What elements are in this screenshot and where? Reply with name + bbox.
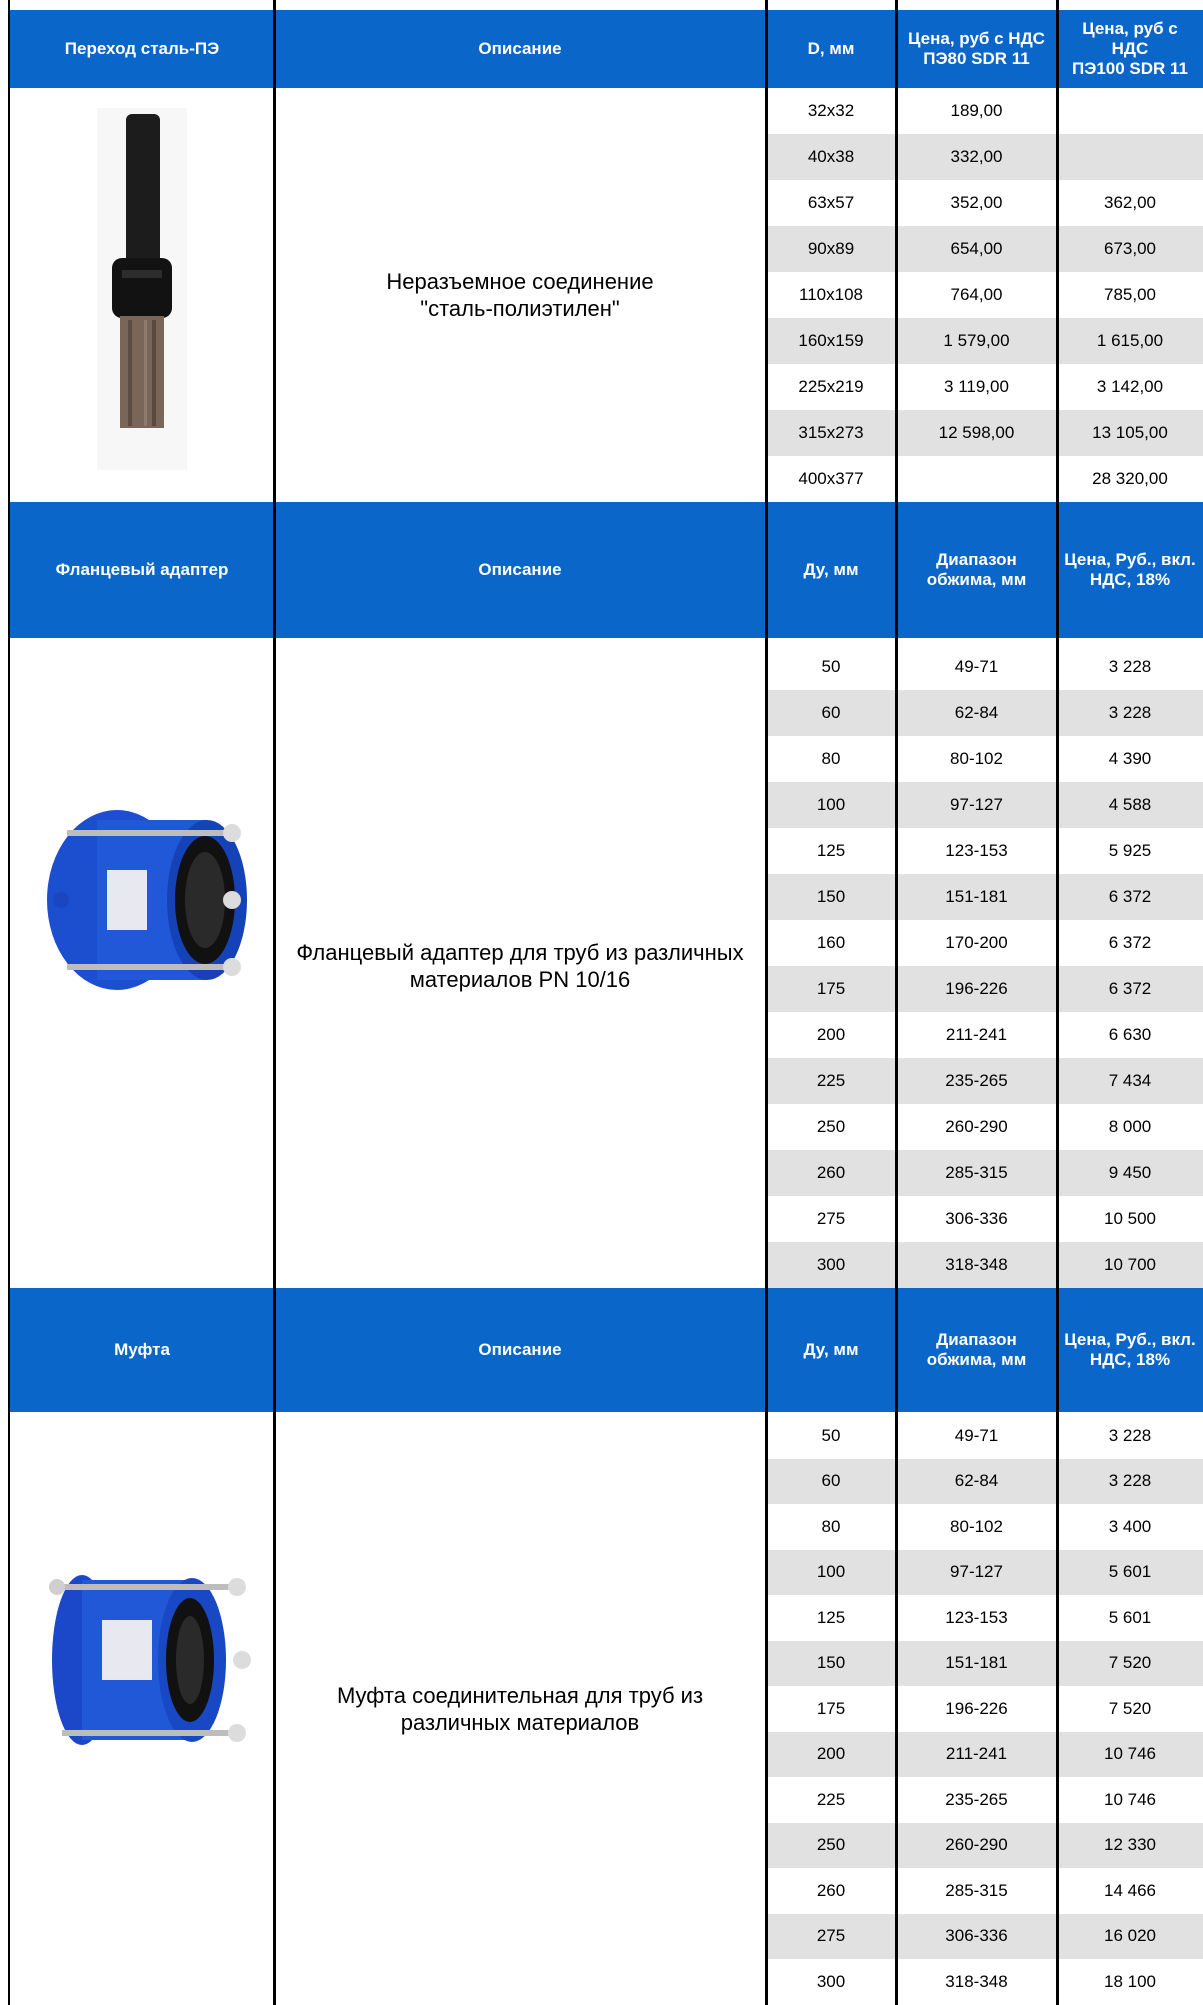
price-cell: 4 390 xyxy=(1108,749,1152,768)
price-cell: 6 372 xyxy=(1057,874,1203,920)
column-divider xyxy=(1056,0,1059,2005)
value-cell: 352,00 xyxy=(950,193,1003,212)
price-pe100-header: Цена, руб с НДС ПЭ100 SDR 11 xyxy=(1072,19,1188,78)
price-cell: 5 601 xyxy=(1108,1607,1152,1627)
price-cell: 3 228 xyxy=(1057,1459,1203,1505)
size-cell: 63x57 xyxy=(807,193,855,212)
product-description: Неразъемное соединение "сталь-полиэтилен" xyxy=(386,269,654,321)
description-header: Описание xyxy=(478,39,562,58)
value-cell: 151-181 xyxy=(896,1641,1057,1687)
size-cell: 50 xyxy=(821,1425,841,1445)
size-cell: 110x108 xyxy=(799,285,863,304)
range-header: Диапазон обжима, мм xyxy=(926,1330,1027,1369)
price-cell: 10 700 xyxy=(1057,1242,1203,1288)
price-header: Цена, Руб., вкл. НДС, 18% xyxy=(1064,1330,1196,1369)
product-name: Муфта xyxy=(114,1340,170,1359)
value-cell: 285-315 xyxy=(896,1150,1057,1196)
size-cell: 100 xyxy=(766,782,896,828)
price-cell: 3 142,00 xyxy=(1096,377,1164,396)
column-divider xyxy=(765,0,768,2005)
price-cell: 10 500 xyxy=(1104,1209,1156,1228)
size-cell: 250 xyxy=(816,1117,846,1136)
product-description: Фланцевый адаптер для труб из различных материалов PN 10/16 xyxy=(296,940,744,992)
size-cell: 60 xyxy=(766,690,896,736)
price-cell: 28 320,00 xyxy=(1092,469,1168,488)
price-cell: 785,00 xyxy=(1104,285,1156,304)
value-cell: 211-241 xyxy=(896,1732,1057,1778)
value-cell: 49-71 xyxy=(954,657,999,676)
value-cell: 62-84 xyxy=(896,1459,1057,1505)
product-name: Фланцевый адаптер xyxy=(55,560,229,579)
price-cell: 1 615,00 xyxy=(1057,318,1203,364)
value-cell: 318-348 xyxy=(896,1242,1057,1288)
size-cell: 100 xyxy=(766,1550,896,1596)
value-cell: 123-153 xyxy=(945,841,1008,860)
value-cell: 260-290 xyxy=(945,1117,1008,1136)
value-cell: 12 598,00 xyxy=(896,410,1057,456)
value-cell: 97-127 xyxy=(896,782,1057,828)
value-cell xyxy=(896,456,1057,502)
size-cell: 60 xyxy=(766,1459,896,1505)
size-cell: 175 xyxy=(816,1698,846,1718)
value-cell: 1 579,00 xyxy=(896,318,1057,364)
description-header: Описание xyxy=(478,1340,562,1359)
value-cell: 196-226 xyxy=(896,966,1057,1012)
size-cell: 200 xyxy=(766,1732,896,1778)
value-cell: 764,00 xyxy=(950,285,1003,304)
price-cell: 7 520 xyxy=(1057,1641,1203,1687)
price-cell: 6 372 xyxy=(1057,966,1203,1012)
price-cell: 673,00 xyxy=(1057,226,1203,272)
price-cell: 14 466 xyxy=(1104,1880,1156,1900)
price-cell: 16 020 xyxy=(1057,1914,1203,1960)
size-cell: 225 xyxy=(816,1789,846,1809)
value-cell: 170-200 xyxy=(945,933,1008,952)
price-cell: 5 601 xyxy=(1057,1550,1203,1596)
size-cell: 40x38 xyxy=(766,134,896,180)
price-cell: 9 450 xyxy=(1057,1150,1203,1196)
size-cell: 32x32 xyxy=(807,101,855,120)
size-header: D, мм xyxy=(807,39,855,58)
value-cell: 123-153 xyxy=(945,1607,1008,1627)
value-cell: 80-102 xyxy=(950,1516,1003,1536)
price-header: Цена, Руб., вкл. НДС, 18% xyxy=(1064,550,1196,589)
price-cell xyxy=(1057,88,1203,134)
description-header: Описание xyxy=(478,560,562,579)
size-cell: 160x159 xyxy=(766,318,896,364)
column-divider xyxy=(895,0,898,2005)
size-header: Ду, мм xyxy=(803,560,859,579)
size-cell: 300 xyxy=(766,1242,896,1288)
value-cell: 211-241 xyxy=(945,1025,1008,1044)
price-cell: 12 330 xyxy=(1057,1823,1203,1869)
value-cell: 306-336 xyxy=(945,1209,1008,1228)
size-cell: 175 xyxy=(766,966,896,1012)
size-cell: 275 xyxy=(816,1209,846,1228)
price-cell: 6 630 xyxy=(1108,1025,1152,1044)
price-cell: 10 746 xyxy=(1104,1789,1156,1809)
size-cell: 125 xyxy=(816,841,846,860)
size-cell: 275 xyxy=(766,1914,896,1960)
size-cell: 400x377 xyxy=(798,469,864,488)
size-cell: 90x89 xyxy=(766,226,896,272)
steel-pe-transition-icon xyxy=(10,108,274,470)
price-cell: 18 100 xyxy=(1104,1971,1156,1991)
value-cell: 318-348 xyxy=(945,1971,1008,1991)
section-header xyxy=(10,10,1203,88)
coupling-icon xyxy=(10,1550,274,1770)
price-cell xyxy=(1057,134,1203,180)
price-pe80-header: Цена, руб с НДС ПЭ80 SDR 11 xyxy=(908,29,1045,68)
column-divider xyxy=(273,0,276,2005)
size-cell: 150 xyxy=(766,874,896,920)
value-cell: 235-265 xyxy=(896,1058,1057,1104)
size-cell: 225x219 xyxy=(798,377,864,396)
price-cell: 362,00 xyxy=(1104,193,1156,212)
price-cell: 5 925 xyxy=(1108,841,1152,860)
price-cell: 3 228 xyxy=(1108,1425,1152,1445)
value-cell: 3 119,00 xyxy=(944,377,1009,396)
price-cell: 6 372 xyxy=(1108,933,1152,952)
value-cell: 285-315 xyxy=(945,1880,1008,1900)
size-cell: 260 xyxy=(766,1150,896,1196)
price-cell: 8 000 xyxy=(1108,1117,1152,1136)
size-cell: 300 xyxy=(816,1971,846,1991)
size-cell: 50 xyxy=(821,657,841,676)
value-cell: 654,00 xyxy=(896,226,1057,272)
value-cell: 235-265 xyxy=(945,1789,1008,1809)
section-header xyxy=(10,502,1203,638)
size-cell: 80 xyxy=(821,1516,841,1536)
price-cell: 3 228 xyxy=(1057,690,1203,736)
value-cell: 306-336 xyxy=(896,1914,1057,1960)
size-cell: 250 xyxy=(766,1823,896,1869)
value-cell: 97-127 xyxy=(896,1550,1057,1596)
size-cell: 260 xyxy=(816,1880,846,1900)
size-cell: 225 xyxy=(766,1058,896,1104)
product-description: Муфта соединительная для труб из различных материалов xyxy=(336,1683,704,1735)
price-cell: 7 520 xyxy=(1108,1698,1152,1718)
size-cell: 80 xyxy=(821,749,841,768)
price-cell: 13 105,00 xyxy=(1057,410,1203,456)
price-cell: 3 228 xyxy=(1108,657,1152,676)
price-cell: 3 400 xyxy=(1108,1516,1152,1536)
value-cell: 80-102 xyxy=(950,749,1003,768)
column-divider xyxy=(8,0,10,2005)
size-cell: 200 xyxy=(816,1025,846,1044)
size-cell: 315x273 xyxy=(766,410,896,456)
value-cell: 49-71 xyxy=(954,1425,999,1445)
range-header: Диапазон обжима, мм xyxy=(926,550,1027,589)
value-cell: 196-226 xyxy=(945,1698,1008,1718)
value-cell: 62-84 xyxy=(896,690,1057,736)
size-header: Ду, мм xyxy=(803,1340,859,1359)
flange-adapter-icon xyxy=(10,790,274,1010)
value-cell: 151-181 xyxy=(896,874,1057,920)
size-cell: 150 xyxy=(766,1641,896,1687)
product-name: Переход сталь-ПЭ xyxy=(64,39,220,58)
size-cell: 160 xyxy=(816,933,846,952)
price-cell: 10 746 xyxy=(1057,1732,1203,1778)
price-cell: 4 588 xyxy=(1057,782,1203,828)
section-header xyxy=(10,1288,1203,1412)
value-cell: 260-290 xyxy=(896,1823,1057,1869)
price-sheet xyxy=(10,0,1203,2005)
value-cell: 332,00 xyxy=(896,134,1057,180)
value-cell: 189,00 xyxy=(950,101,1003,120)
price-cell: 7 434 xyxy=(1057,1058,1203,1104)
size-cell: 125 xyxy=(816,1607,846,1627)
